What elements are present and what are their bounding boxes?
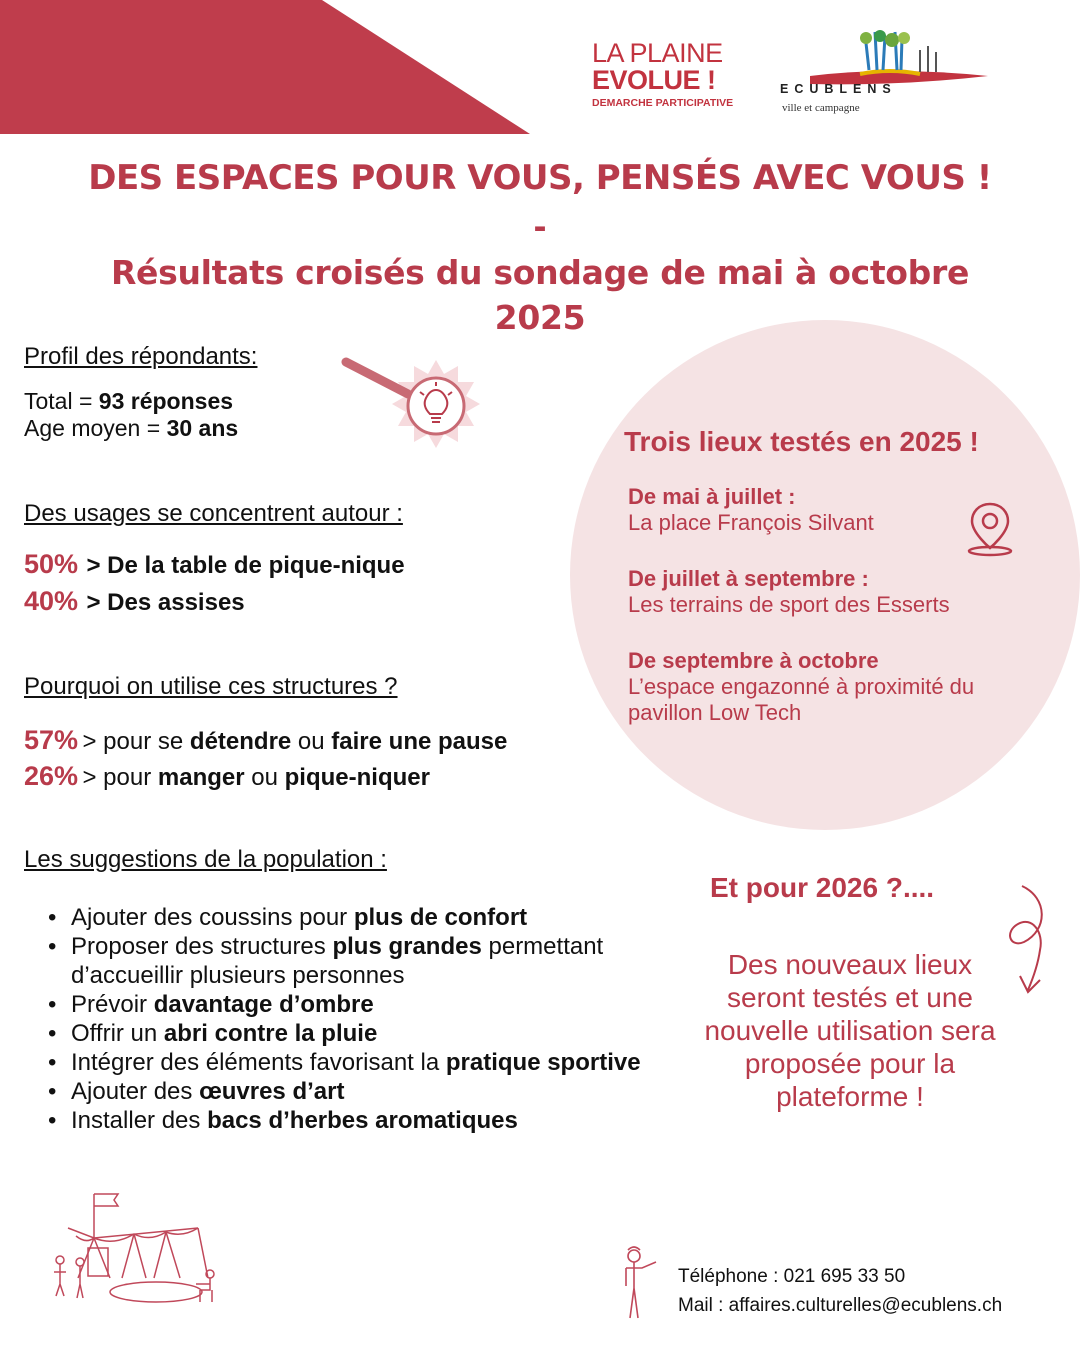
- pourquoi-pct-1: 57%: [24, 725, 79, 755]
- suggestion-6-bold: œuvres d’art: [199, 1078, 345, 1105]
- usage-row-2: [24, 583, 245, 619]
- person-icon: [614, 1246, 662, 1320]
- usage-pct-2: 40%: [24, 586, 79, 616]
- pourquoi-1-bold-1: détendre: [189, 728, 292, 755]
- profil-age: [24, 415, 238, 442]
- suggestions-list: [48, 903, 698, 1135]
- suggestion-2-text: Proposer des structures: [71, 933, 333, 960]
- suggestion-5-text: Intégrer des éléments favorisant la: [71, 1049, 446, 1076]
- suggestion-item: [48, 990, 698, 1019]
- pourquoi-heading: Pourquoi on utilise ces structures ?: [24, 673, 398, 700]
- contact-phone: Téléphone : 021 695 33 50: [678, 1266, 906, 1287]
- la-plaine-evolue-logo: [592, 40, 733, 109]
- lieu-2-period: De juillet à septembre :: [628, 566, 869, 591]
- idea-magnifier-icon: [338, 352, 503, 470]
- ecublens-subtitle: ville et campagne: [782, 102, 860, 114]
- pourquoi-2-bold-2: pique-niquer: [284, 764, 430, 791]
- suggestion-item: [48, 1048, 698, 1077]
- suggestion-item: [48, 1077, 698, 1106]
- future-text: Des nouveaux lieux seront testés et une nouvelle utilisation sera proposée pour la plateforme !: [704, 949, 996, 1112]
- suggestion-item: [48, 1106, 698, 1135]
- profil-age-label: Age moyen =: [24, 415, 167, 441]
- page-subtitle: [0, 250, 1080, 340]
- ecublens-logo: [780, 30, 990, 120]
- suggestion-7-bold: bacs d’herbes aromatiques: [207, 1107, 518, 1134]
- pourquoi-2-part-2: ou: [244, 764, 285, 791]
- lieu-2-place: Les terrains de sport des Esserts: [628, 592, 950, 617]
- pourquoi-text-2: [83, 764, 430, 791]
- page-title: DES ESPACES POUR VOUS, PENSÉS AVEC VOUS !: [88, 158, 992, 198]
- ecublens-name: ECUBLENS: [780, 82, 897, 96]
- lieu-1-period: De mai à juillet :: [628, 484, 796, 509]
- profil-total-value: 93 réponses: [98, 388, 234, 414]
- lieu-2: [628, 566, 1028, 618]
- pourquoi-text-1: [83, 728, 508, 755]
- pourquoi-row-2: [24, 758, 430, 794]
- suggestion-4-text: Offrir un: [71, 1020, 164, 1047]
- suggestion-1-text: Ajouter des coussins pour: [71, 904, 354, 931]
- suggestion-3-bold: davantage d’ombre: [153, 991, 374, 1018]
- lieu-3-place: L’espace engazonné à proximité du pavillon Low Tech: [628, 674, 975, 725]
- title-separator: -: [533, 208, 547, 246]
- suggestion-2-rest: permettant d’accueillir plusieurs personnes: [71, 933, 604, 989]
- suggestion-2-bold: plus grandes: [332, 933, 482, 960]
- pourquoi-1-part-2: ou: [291, 728, 332, 755]
- usage-text-1: > De la table de pique-nique: [86, 552, 405, 579]
- usage-pct-1: 50%: [24, 549, 79, 579]
- pourquoi-1-part-1: > pour se: [82, 728, 190, 755]
- suggestion-3-text: Prévoir: [71, 991, 154, 1018]
- suggestion-item: [48, 932, 698, 990]
- profil-age-value: 30 ans: [166, 415, 239, 441]
- lieu-1-place: La place François Silvant: [628, 510, 874, 535]
- location-pin-icon: [964, 500, 1016, 558]
- pourquoi-pct-2: 26%: [24, 761, 79, 791]
- subtitle-text: Résultats croisés du sondage de mai à octobre 2025: [110, 253, 970, 337]
- pourquoi-row-1: [24, 722, 507, 758]
- usage-row-1: [24, 546, 405, 582]
- logo-line-2: EVOLUE !: [592, 65, 716, 95]
- lieux-heading: Trois lieux testés en 2025 !: [624, 426, 979, 457]
- future-heading: Et pour 2026 ?....: [710, 872, 935, 903]
- suggestion-4-bold: abri contre la pluie: [163, 1020, 378, 1047]
- pourquoi-2-bold-1: manger: [157, 764, 245, 791]
- lieu-1: [628, 484, 988, 536]
- lieu-3: [628, 648, 1018, 726]
- suggestion-item: [48, 1019, 698, 1048]
- lieu-3-period: De septembre à octobre: [628, 648, 879, 673]
- suggestion-7-text: Installer des: [71, 1107, 208, 1134]
- ecublens-emblem-icon: [780, 30, 990, 90]
- suggestions-heading: Les suggestions de la population :: [24, 846, 387, 873]
- logo-line-1: LA PLAINE: [592, 38, 723, 68]
- profil-heading: Profil des répondants:: [24, 343, 258, 370]
- pourquoi-2-part-1: > pour: [82, 764, 158, 791]
- contact-mail[interactable]: Mail : affaires.culturelles@ecublens.ch: [678, 1295, 1003, 1316]
- usage-text-2: > Des assises: [86, 589, 245, 616]
- profil-total: [24, 388, 233, 415]
- suggestion-6-text: Ajouter des: [71, 1078, 200, 1105]
- pourquoi-1-bold-2: faire une pause: [331, 728, 508, 755]
- suggestion-5-bold: pratique sportive: [445, 1049, 641, 1076]
- event-sketch-illustration: [48, 1188, 224, 1308]
- suggestion-1-bold: plus de confort: [353, 904, 528, 931]
- profil-total-label: Total =: [24, 388, 99, 414]
- usages-heading: Des usages se concentrent autour :: [24, 500, 403, 527]
- logo-line-3: DEMARCHE PARTICIPATIVE: [592, 97, 734, 109]
- suggestion-item: [48, 903, 698, 932]
